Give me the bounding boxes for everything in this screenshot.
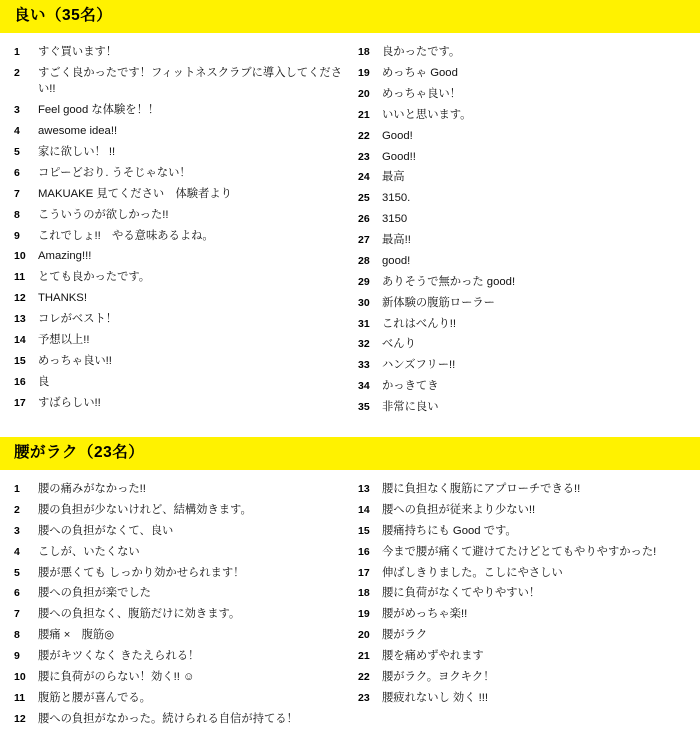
list-item — [358, 336, 686, 352]
item-number: 6 — [14, 587, 20, 600]
section-title: 良い（35名） — [14, 7, 113, 24]
item-text: 予想以上!! — [38, 333, 90, 346]
item-text: 腰への負担がなくて、良い — [38, 524, 174, 537]
item-number: 29 — [358, 275, 370, 288]
list-item — [14, 165, 342, 181]
item-text: すばらしい!! — [38, 396, 101, 409]
list-item — [358, 399, 686, 415]
item-number: 8 — [14, 208, 20, 221]
list-item — [14, 544, 342, 560]
item-text: 伸ばしきりました。こしにやさしい — [382, 566, 563, 579]
list-item — [14, 207, 342, 223]
item-text: 腰に負荷がなくてやりやすい！ — [382, 587, 541, 600]
list-item — [14, 269, 342, 285]
list-item — [358, 544, 686, 560]
item-text: 3150 — [382, 213, 408, 226]
list-item — [14, 102, 342, 118]
list-item — [358, 211, 686, 227]
list-item — [14, 648, 342, 664]
item-number: 11 — [14, 271, 26, 284]
list-item — [14, 395, 342, 411]
item-number: 17 — [358, 566, 370, 579]
item-number: 4 — [14, 545, 20, 558]
item-text: 非常に良い — [382, 401, 439, 414]
list-item — [358, 648, 686, 664]
column-right — [350, 481, 686, 732]
item-number: 18 — [358, 587, 370, 600]
list-item — [14, 186, 342, 202]
list-item — [358, 232, 686, 248]
item-number: 35 — [358, 401, 370, 414]
item-text: 腰への負担が従来より少ない!! — [382, 503, 536, 516]
list-item — [358, 169, 686, 185]
item-number: 3 — [14, 104, 20, 117]
item-number: 20 — [358, 87, 370, 100]
item-number: 34 — [358, 380, 370, 393]
list-item — [358, 86, 686, 102]
item-number: 5 — [14, 146, 20, 159]
item-number: 6 — [14, 166, 20, 179]
item-text: 腰に負荷がのらない！効く!! ☺ — [38, 670, 195, 683]
list-item — [14, 65, 342, 98]
list-item — [14, 248, 342, 264]
item-text: 新体験の腹筋ローラー — [382, 296, 495, 309]
item-number: 12 — [14, 712, 26, 725]
item-text: 腹筋と腰が喜んでる。 — [38, 691, 151, 704]
item-number: 15 — [358, 524, 370, 537]
item-number: 1 — [14, 483, 20, 496]
list-item — [358, 502, 686, 518]
item-text: 良かったです。 — [382, 46, 461, 59]
list-item — [14, 374, 342, 390]
item-text: こういうのが欲しかった!! — [38, 208, 169, 221]
item-number: 22 — [358, 670, 370, 683]
item-number: 21 — [358, 650, 370, 663]
list-item — [358, 253, 686, 269]
list-item — [14, 523, 342, 539]
item-text: すぐ買います！ — [38, 46, 118, 59]
section-header-good — [0, 0, 700, 33]
item-text: めっちゃ Good — [382, 67, 458, 80]
item-number: 10 — [14, 670, 26, 683]
list-item — [358, 316, 686, 332]
item-text: THANKS! — [38, 292, 87, 305]
list-item — [14, 311, 342, 327]
item-text: こしが、いたくない — [38, 545, 140, 558]
item-number: 11 — [14, 691, 26, 704]
item-number: 13 — [14, 313, 26, 326]
item-number: 30 — [358, 296, 370, 309]
item-text: 腰への負担なく、腹筋だけに効きます。 — [38, 608, 241, 621]
item-text: Good! — [382, 129, 413, 142]
list-item — [358, 378, 686, 394]
item-number: 1 — [14, 46, 20, 59]
item-number: 28 — [358, 254, 370, 267]
list-item — [14, 502, 342, 518]
item-number: 31 — [358, 317, 370, 330]
item-text: これでしょ!! やる意味あるよね。 — [38, 229, 214, 242]
item-number: 5 — [14, 566, 20, 579]
item-text: 腰がキツくなく きたえられる！ — [38, 650, 200, 663]
item-text: 最高!! — [382, 234, 411, 247]
item-number: 19 — [358, 608, 370, 621]
item-number: 22 — [358, 129, 370, 142]
item-number: 24 — [358, 171, 370, 184]
list-item — [358, 274, 686, 290]
item-number: 2 — [14, 67, 20, 80]
list-item — [358, 585, 686, 601]
item-text: 家に欲しい！ !! — [38, 146, 116, 159]
item-number: 13 — [358, 483, 370, 496]
item-text: 腰を痛めずやれます — [382, 650, 484, 663]
item-number: 7 — [14, 187, 20, 200]
list-item — [358, 295, 686, 311]
section-title: 腰がラク（23名） — [14, 443, 145, 461]
list-item — [14, 585, 342, 601]
list-item — [358, 669, 686, 685]
list-item — [14, 711, 342, 727]
item-text: 腰痛持ちにも Good です。 — [382, 524, 517, 537]
item-number: 2 — [14, 503, 20, 516]
item-text: とても良かったです。 — [38, 271, 151, 284]
item-number: 14 — [14, 333, 26, 346]
item-text: Good!! — [382, 150, 416, 163]
list-item — [358, 128, 686, 144]
item-number: 23 — [358, 691, 370, 704]
list-item — [14, 669, 342, 685]
item-number: 33 — [358, 359, 370, 372]
item-text: Amazing!!! — [38, 250, 92, 263]
list-item — [358, 523, 686, 539]
column-left — [14, 44, 350, 420]
item-text: 腰の負担が少ないけれど、結構効きます。 — [38, 503, 252, 516]
item-text: good! — [382, 254, 411, 267]
item-text: べんり — [382, 338, 416, 351]
column-right — [350, 44, 686, 420]
column-left — [14, 481, 350, 732]
item-text: 腰が悪くても しっかり効かせられます！ — [38, 566, 245, 579]
item-text: MAKUAKE 見てください 体験者より — [38, 187, 232, 200]
item-text: 腰への負担が楽でした — [38, 587, 151, 600]
item-text: Feel good な体験を！！ — [38, 104, 160, 117]
item-text: 3150. — [382, 192, 411, 205]
item-text: awesome idea!! — [38, 125, 118, 138]
item-number: 10 — [14, 250, 26, 263]
list-item — [358, 627, 686, 643]
item-number: 12 — [14, 292, 26, 305]
list-item — [358, 565, 686, 581]
item-text: 腰の痛みがなかった!! — [38, 483, 146, 496]
item-text: めっちゃ良い!! — [38, 354, 112, 367]
list-item — [14, 481, 342, 497]
section-header-back-comfort — [0, 437, 700, 470]
list-item — [358, 149, 686, 165]
list-item — [14, 353, 342, 369]
list-item — [14, 690, 342, 706]
list-item — [358, 65, 686, 81]
list-item — [358, 190, 686, 206]
item-number: 20 — [358, 629, 370, 642]
item-text: いいと思います。 — [382, 108, 472, 121]
item-text: 腰への負担がなかった。続けられる自信が持てる！ — [38, 712, 298, 725]
item-number: 8 — [14, 629, 20, 642]
list-item — [358, 690, 686, 706]
item-number: 32 — [358, 338, 370, 351]
item-text: 腰がラク — [382, 629, 428, 642]
item-number: 17 — [14, 396, 26, 409]
list-item — [14, 332, 342, 348]
item-number: 21 — [358, 108, 370, 121]
item-text: これはべんり!! — [382, 317, 457, 330]
item-number: 14 — [358, 503, 370, 516]
item-text: コピーどおり. うそじゃない！ — [38, 166, 191, 179]
item-number: 15 — [14, 354, 26, 367]
item-text: 腰疲れないし 効く !!! — [382, 691, 489, 704]
list-item — [358, 107, 686, 123]
item-text: 腰痛 × 腹筋◎ — [38, 629, 115, 642]
list-item — [14, 228, 342, 244]
list-item — [14, 44, 342, 60]
list-item — [358, 357, 686, 373]
list-item — [14, 123, 342, 139]
item-number: 18 — [358, 46, 370, 59]
item-text: 腰がめっちゃ楽!! — [382, 608, 468, 621]
item-text: 最高 — [382, 171, 405, 184]
list-item — [14, 627, 342, 643]
item-text: 腰に負担なく腹筋にアプローチできる!! — [382, 483, 581, 496]
item-number: 25 — [358, 192, 370, 205]
item-number: 27 — [358, 234, 370, 247]
item-number: 26 — [358, 213, 370, 226]
item-text: かっきてき — [382, 380, 439, 393]
section-columns — [0, 470, 700, 738]
item-number: 9 — [14, 650, 20, 663]
list-item — [358, 44, 686, 60]
list-item — [14, 290, 342, 306]
item-text: 腰がラク。ヨクキク！ — [382, 670, 495, 683]
list-item — [14, 144, 342, 160]
section-columns — [0, 33, 700, 426]
item-text: ありそうで無かった good! — [382, 275, 516, 288]
item-number: 9 — [14, 229, 20, 242]
item-text: ハンズフリー!! — [382, 359, 456, 372]
item-text: めっちゃ良い！ — [382, 87, 461, 100]
item-number: 16 — [358, 545, 370, 558]
item-text: コレがベスト！ — [38, 313, 118, 326]
item-number: 16 — [14, 375, 26, 388]
item-text: 良 — [38, 375, 50, 388]
list-item — [358, 481, 686, 497]
item-number: 3 — [14, 524, 20, 537]
item-number: 23 — [358, 150, 370, 163]
list-item — [358, 606, 686, 622]
item-text: 今まで腰が痛くて避けてたけどとてもやりやすかった! — [382, 545, 657, 558]
item-number: 7 — [14, 608, 20, 621]
item-number: 19 — [358, 67, 370, 80]
item-number: 4 — [14, 125, 20, 138]
item-text: すごく良かったです！フィットネスクラブに導入してください!! — [38, 67, 343, 96]
list-item — [14, 606, 342, 622]
section-back-comfort — [0, 437, 700, 738]
list-item — [14, 565, 342, 581]
